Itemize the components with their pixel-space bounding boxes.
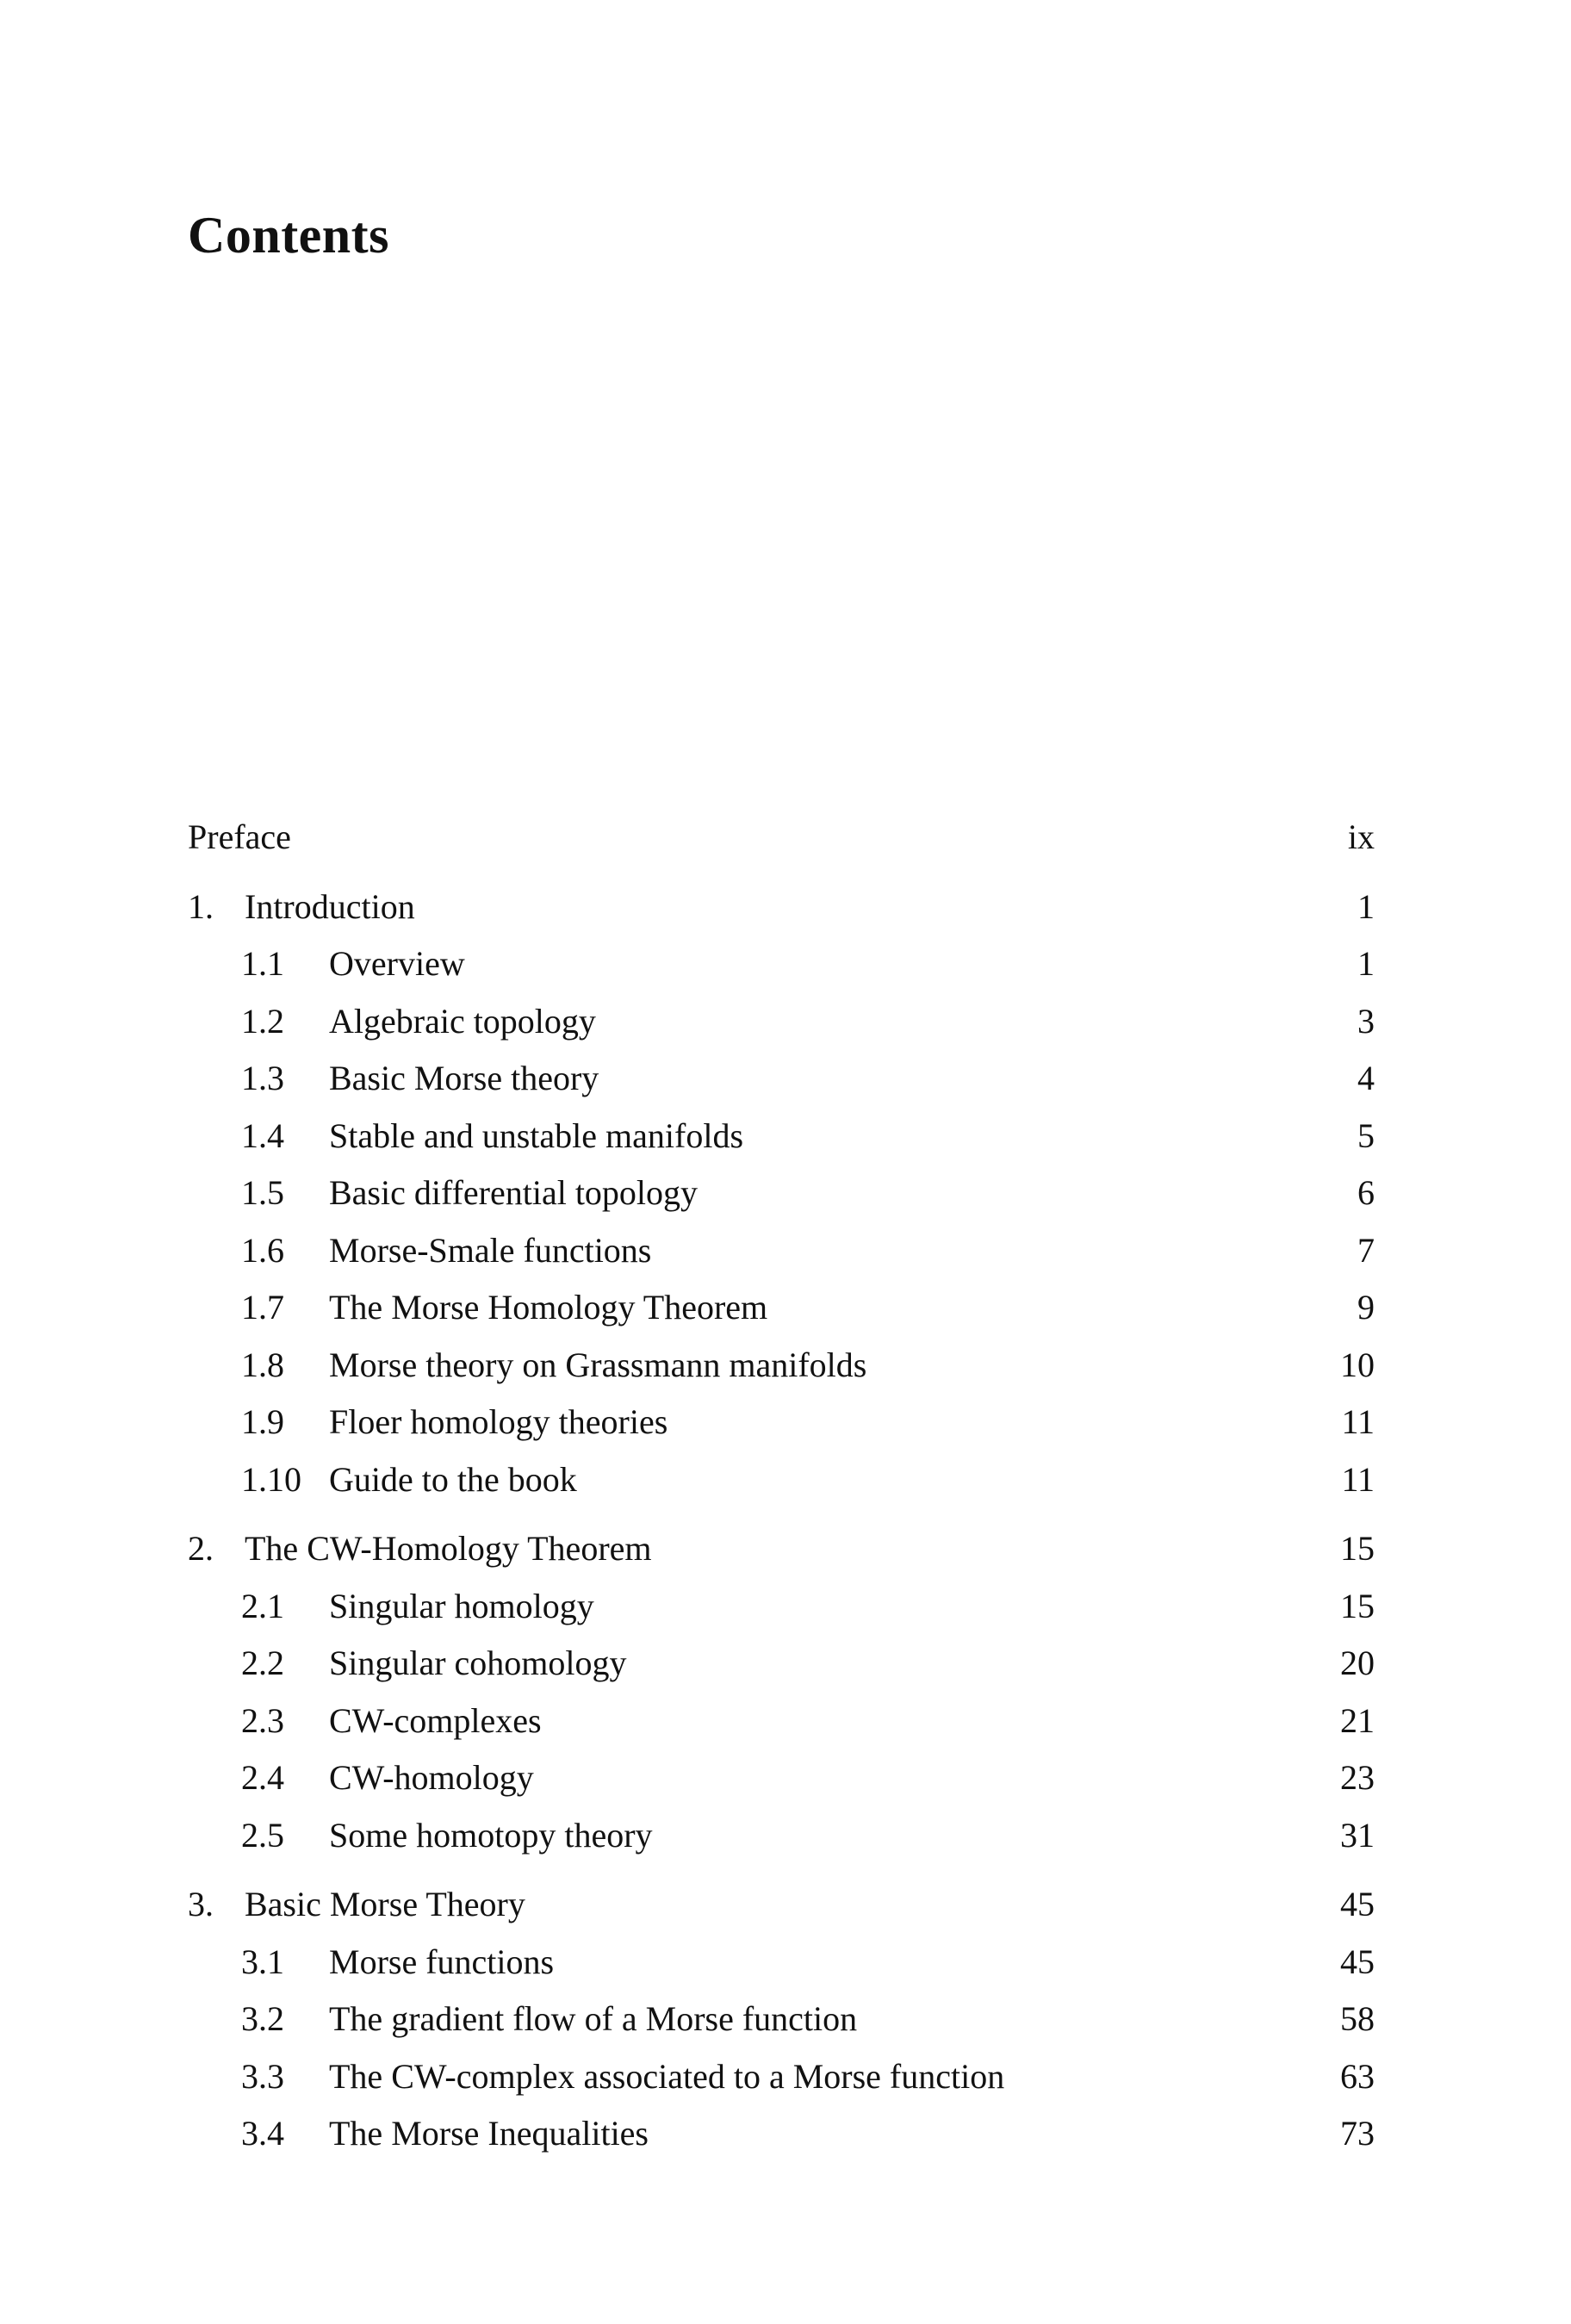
toc-section-title: Basic differential topology — [329, 1173, 699, 1212]
toc-section-number: 2.5 — [241, 1815, 284, 1855]
toc-chapter-page: 45 — [1340, 1885, 1375, 1923]
toc-section-page: 1 — [1357, 944, 1375, 983]
toc-section-page: 4 — [1357, 1059, 1375, 1097]
toc-section-title: The CW-complex associated to a Morse function — [329, 2056, 1005, 2096]
toc-section-page: 73 — [1340, 2114, 1375, 2153]
toc-section-3-3[interactable] — [188, 2049, 1375, 2107]
toc-section-title: Guide to the book — [329, 1459, 577, 1499]
toc-section-title: The gradient flow of a Morse function — [329, 1999, 858, 2038]
toc-section-title: Singular cohomology — [329, 1644, 627, 1682]
toc-section-title: Morse functions — [329, 1942, 555, 1981]
toc-section-title: CW-homology — [329, 1758, 534, 1797]
toc-section-page: 7 — [1357, 1230, 1375, 1270]
toc-section-page: 63 — [1340, 2056, 1375, 2096]
toc-section-title: Stable and unstable manifolds — [329, 1115, 744, 1155]
toc-chapter-title: Introduction — [245, 886, 415, 926]
toc-section-title: The Morse Homology Theorem — [329, 1288, 768, 1327]
toc-section-title: Basic Morse theory — [329, 1059, 599, 1097]
toc-section-title: Some homotopy theory — [329, 1815, 653, 1855]
toc-section-1-7[interactable] — [188, 1280, 1375, 1338]
toc-chapter-2[interactable] — [188, 1521, 1375, 1579]
toc-section-1-1[interactable] — [188, 936, 1375, 994]
toc-chapter-1[interactable] — [188, 879, 1375, 937]
toc-section-number: 2.2 — [241, 1644, 284, 1682]
toc-section-number: 3.4 — [241, 2114, 284, 2153]
toc-chapter-title: Basic Morse Theory — [245, 1885, 525, 1923]
toc-section-1-2[interactable] — [188, 994, 1375, 1052]
toc-section-2-2[interactable] — [188, 1636, 1375, 1693]
toc-section-number: 1.9 — [241, 1402, 284, 1441]
toc-section-1-5[interactable] — [188, 1165, 1375, 1223]
toc-section-page: 5 — [1357, 1115, 1375, 1155]
toc-section-page: 45 — [1340, 1942, 1375, 1981]
toc-section-1-3[interactable] — [188, 1051, 1375, 1109]
toc-chapter-page: 1 — [1357, 886, 1375, 926]
toc-chapter-number: 2. — [188, 1529, 214, 1568]
toc-section-number: 1.3 — [241, 1059, 284, 1097]
toc-section-2-5[interactable] — [188, 1808, 1375, 1866]
toc-entry-page: ix — [1347, 817, 1375, 856]
toc-section-3-4[interactable] — [188, 2106, 1375, 2164]
toc-section-3-2[interactable] — [188, 1992, 1375, 2049]
toc-section-number: 1.1 — [241, 944, 284, 983]
toc-section-number: 2.1 — [241, 1586, 284, 1625]
toc-section-number: 1.8 — [241, 1345, 284, 1384]
toc-section-title: Algebraic topology — [329, 1001, 596, 1041]
toc-section-1-10[interactable] — [188, 1452, 1375, 1510]
toc-section-number: 1.10 — [241, 1459, 301, 1499]
toc-section-2-3[interactable] — [188, 1693, 1375, 1751]
toc-section-page: 11 — [1341, 1402, 1375, 1441]
toc-section-number: 1.5 — [241, 1173, 284, 1212]
toc-section-page: 15 — [1340, 1586, 1375, 1625]
toc-section-page: 23 — [1340, 1758, 1375, 1797]
toc-section-number: 1.2 — [241, 1001, 284, 1041]
toc-section-page: 6 — [1357, 1173, 1375, 1212]
toc-section-2-4[interactable] — [188, 1750, 1375, 1808]
toc-chapter-3[interactable] — [188, 1877, 1375, 1935]
toc-section-number: 2.3 — [241, 1700, 284, 1740]
table-of-contents — [188, 810, 1375, 2164]
toc-section-number: 3.3 — [241, 2056, 284, 2096]
toc-section-title: Morse-Smale functions — [329, 1230, 652, 1270]
toc-section-title: Floer homology theories — [329, 1402, 668, 1441]
toc-chapter-title: The CW-Homology Theorem — [245, 1529, 652, 1568]
toc-section-page: 21 — [1340, 1700, 1375, 1740]
toc-section-title: The Morse Inequalities — [329, 2114, 649, 2153]
toc-section-number: 3.1 — [241, 1942, 284, 1981]
toc-section-page: 58 — [1340, 1999, 1375, 2038]
toc-section-number: 1.4 — [241, 1115, 284, 1155]
toc-chapter-number: 3. — [188, 1885, 214, 1923]
toc-entry-preface[interactable] — [188, 810, 1375, 867]
toc-section-title: Singular homology — [329, 1586, 594, 1625]
toc-section-page: 20 — [1340, 1644, 1375, 1682]
toc-section-page: 9 — [1357, 1288, 1375, 1327]
toc-section-title: Overview — [329, 944, 465, 983]
toc-section-1-4[interactable] — [188, 1109, 1375, 1166]
toc-section-1-8[interactable] — [188, 1338, 1375, 1395]
page-title: Contents — [188, 207, 390, 264]
toc-section-1-9[interactable] — [188, 1395, 1375, 1452]
toc-section-2-1[interactable] — [188, 1579, 1375, 1637]
toc-chapter-number: 1. — [188, 886, 214, 926]
toc-section-page: 11 — [1341, 1459, 1375, 1499]
toc-section-title: Morse theory on Grassmann manifolds — [329, 1345, 867, 1384]
toc-section-number: 3.2 — [241, 1999, 284, 2038]
toc-section-number: 1.7 — [241, 1288, 284, 1327]
toc-chapter-page: 15 — [1340, 1529, 1375, 1568]
toc-section-1-6[interactable] — [188, 1223, 1375, 1281]
toc-section-page: 31 — [1340, 1815, 1375, 1855]
toc-section-number: 1.6 — [241, 1230, 284, 1270]
toc-section-page: 10 — [1340, 1345, 1375, 1384]
toc-section-title: CW-complexes — [329, 1700, 542, 1740]
toc-section-number: 2.4 — [241, 1758, 284, 1797]
toc-section-page: 3 — [1357, 1001, 1375, 1041]
toc-section-3-1[interactable] — [188, 1935, 1375, 1992]
toc-entry-title: Preface — [188, 817, 291, 856]
